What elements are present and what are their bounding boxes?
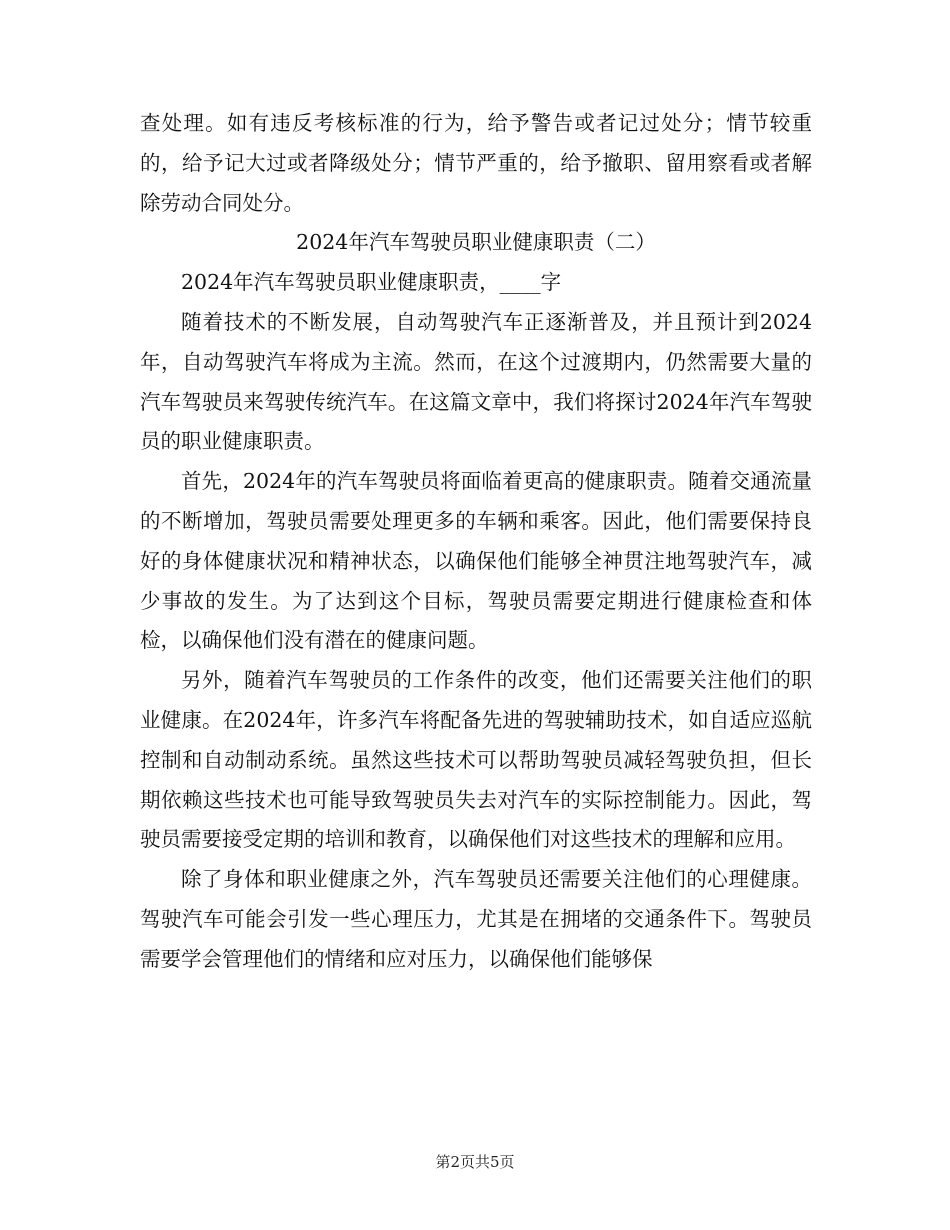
subtitle-line: 2024年汽车驾驶员职业健康职责，____字 [181,270,562,295]
page-number-footer: 第2页共5页 [435,1153,515,1171]
continuation-paragraph: 查处理。如有违反考核标准的行为，给予警告或者记过处分；情节较重的，给予记大过或者降级处分；情节严重的，给予撤职、留用察看或者解除劳动合同处分。 [140,111,812,215]
paragraph-2: 首先，2024年的汽车驾驶员将面临着更高的健康职责。随着交通流量的不断增加，驾驶员需要处理更多的车辆和乘客。因此，他们需要保持良好的身体健康状况和精神状态，以确保他们能够全神贯注地驾驶汽车，减少事故的发生。为了达到这个目标，驾驶员需要定期进行健康检查和体检，以确保他们没有潜在的健康问题。 [140,469,812,653]
paragraph-1: 随着技术的不断发展，自动驾驶汽车正逐渐普及，并且预计到2024年，自动驾驶汽车将成为主流。然而，在这个过渡期内，仍然需要大量的汽车驾驶员来驾驶传统汽车。在这篇文章中，我们将探讨2024年汽车驾驶员的职业健康职责。 [140,309,812,454]
section-heading: 2024年汽车驾驶员职业健康职责（二） [296,230,656,255]
paragraph-3: 另外，随着汽车驾驶员的工作条件的改变，他们还需要关注他们的职业健康。在2024年，许多汽车将配备先进的驾驶辅助技术，如自适应巡航控制和自动制动系统。虽然这些技术可以帮助驾驶员减轻驾驶负担，但长期依赖这些技术也可能导致驾驶员失去对汽车的实际控制能力。因此，驾驶员需要接受定期的培训和教育，以确保他们对这些技术的理解和应用。 [140,668,812,852]
document-body [140,104,812,980]
paragraph-4: 除了身体和职业健康之外，汽车驾驶员还需要关注他们的心理健康。驾驶汽车可能会引发一些心理压力，尤其是在拥堵的交通条件下。驾驶员需要学会管理他们的情绪和应对压力，以确保他们能够保 [140,867,812,971]
